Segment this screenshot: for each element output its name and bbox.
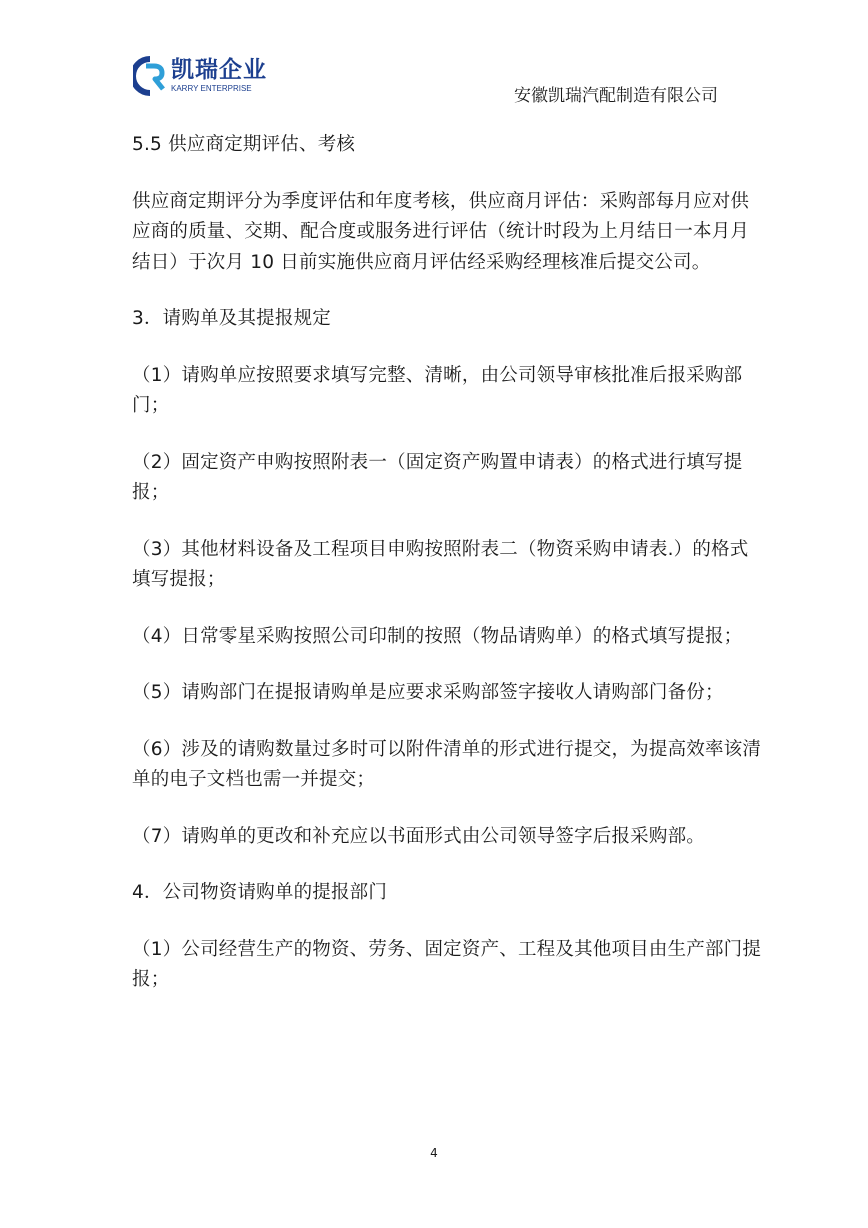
list-item: （4）日常零星采购按照公司印制的按照（物品请购单）的格式填写提报； [132, 625, 743, 647]
logo-english-text: KARRY ENTERPRISE [171, 84, 252, 93]
logo-mark-icon [133, 56, 167, 96]
section-heading: 3．请购单及其提报规定 [132, 308, 331, 329]
company-name: 安徽凯瑞汽配制造有限公司 [514, 86, 718, 106]
list-item: （5）请购部门在提报请购单是应要求采购部签字接收人请购部门备份； [132, 682, 724, 703]
list-item: （3）其他材料设备及工程项目申购按照附表二（物资采购申请表.）的格式填写提报； [132, 538, 749, 590]
page-number: 4 [430, 1146, 438, 1160]
document-body [132, 130, 762, 996]
section-heading: 5.5 供应商定期评估、考核 [132, 134, 356, 155]
list-item: （1）请购单应按照要求填写完整、清晰，由公司领导审核批准后报采购部门； [132, 364, 743, 416]
section-heading: 4．公司物资请购单的提报部门 [132, 882, 388, 903]
list-item: （2）固定资产申购按照附表一（固定资产购置申请表）的格式进行填写提报； [132, 451, 743, 503]
list-item: （7）请购单的更改和补充应以书面形式由公司领导签字后报采购部。 [132, 825, 705, 847]
list-item: （6）涉及的请购数量过多时可以附件清单的形式进行提交，为提高效率该清单的电子文档也需一并提交； [132, 738, 762, 790]
logo-chinese-text: 凯瑞企业 [171, 57, 267, 83]
paragraph: 供应商定期评分为季度评估和年度考核，供应商月评估：采购部每月应对供应商的质量、交期、配合度或服务进行评估（统计时段为上月结日一本月月结日）于次月 10 日前实施供应商月评估经采购经理核准后提交公司。 [132, 190, 750, 273]
company-logo [133, 56, 267, 100]
list-item: （1）公司经营生产的物资、劳务、固定资产、工程及其他项目由生产部门提报； [132, 938, 762, 990]
